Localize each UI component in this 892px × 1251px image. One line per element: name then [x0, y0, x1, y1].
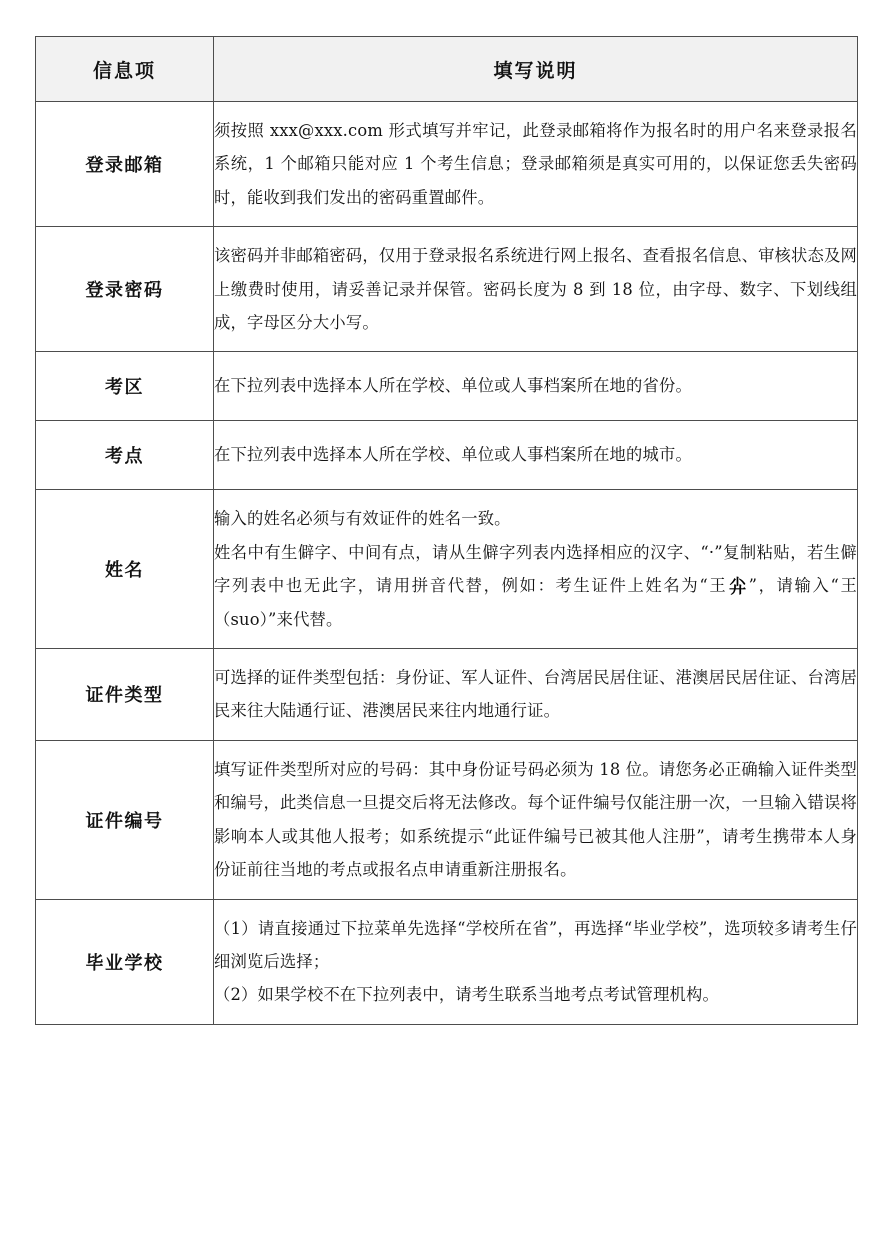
table-row [36, 102, 858, 227]
description-paragraph: 填写证件类型所对应的号码：其中身份证号码必须为 18 位。请您务必正确输入证件类型和编号，此类信息一旦提交后将无法修改。每个证件编号仅能注册一次，一旦输入错误将影响本人或其他人报考；如系统提示“此证件编号已被其他人注册”，请考生携带本人身份证前往当地的考点或报名点申请重新注册报名。 [214, 759, 857, 880]
description-paragraph: 可选择的证件类型包括：身份证、军人证件、台湾居民居住证、港澳居民居住证、台湾居民来往大陆通行证、港澳居民来往内地通行证。 [214, 668, 857, 721]
description-paragraph: 输入的姓名必须与有效证件的姓名一致。 [214, 509, 511, 529]
table-row [36, 227, 858, 352]
description-paragraph [214, 536, 857, 636]
row-item-label: 登录密码 [36, 227, 214, 352]
description-text-part: 姓名中有生僻字、中间有点，请从生僻字列表内选择相应的汉字、“·”复制粘贴，若生僻字列表中也无此字，请用拼音代替，例如：考生证件上姓名为“王 [214, 542, 857, 596]
description-paragraph: （1）请直接通过下拉菜单先选择“学校所在省”，再选择“毕业学校”，选项较多请考生仔细浏览后选择； [214, 918, 857, 971]
column-header-item: 信息项 [36, 37, 214, 102]
description-paragraph: 在下拉列表中选择本人所在学校、单位或人事档案所在地的省份。 [214, 376, 692, 396]
table-row [36, 899, 858, 1024]
description-paragraph: 须按照 xxx@xxx.com 形式填写并牢记，此登录邮箱将作为报名时的用户名来登录报名系统，1 个邮箱只能对应 1 个考生信息；登录邮箱须是真实可用的，以保证您丢失密码时，能收到我们发出的密码重置邮件。 [214, 121, 857, 207]
rare-character-glyph: 𡭛 [729, 576, 747, 599]
row-item-label: 证件类型 [36, 649, 214, 741]
row-item-label: 考点 [36, 421, 214, 490]
table-row [36, 490, 858, 649]
row-item-label: 姓名 [36, 490, 214, 649]
row-description [214, 227, 858, 352]
description-paragraph: 在下拉列表中选择本人所在学校、单位或人事档案所在地的城市。 [214, 445, 692, 465]
table-row [36, 649, 858, 741]
description-text-part: ”，请输入“王（suo）”来代替。 [214, 576, 857, 629]
row-item-label: 登录邮箱 [36, 102, 214, 227]
row-description [214, 899, 858, 1024]
row-description [214, 649, 858, 741]
column-header-description: 填写说明 [214, 37, 858, 102]
description-paragraph: （2）如果学校不在下拉列表中，请考生联系当地考点考试管理机构。 [214, 985, 719, 1005]
table-header-row [36, 37, 858, 102]
table-row [36, 352, 858, 421]
row-description [214, 102, 858, 227]
instruction-table [35, 36, 858, 1025]
row-item-label: 毕业学校 [36, 899, 214, 1024]
description-paragraph: 该密码并非邮箱密码，仅用于登录报名系统进行网上报名、查看报名信息、审核状态及网上缴费时使用，请妥善记录并保管。密码长度为 8 到 18 位，由字母、数字、下划线组成，字母区分大小写。 [214, 246, 857, 333]
row-description [214, 740, 858, 899]
table-row [36, 740, 858, 899]
table-row [36, 421, 858, 490]
row-item-label: 证件编号 [36, 740, 214, 899]
row-description [214, 352, 858, 421]
row-description [214, 490, 858, 649]
row-item-label: 考区 [36, 352, 214, 421]
row-description [214, 421, 858, 490]
